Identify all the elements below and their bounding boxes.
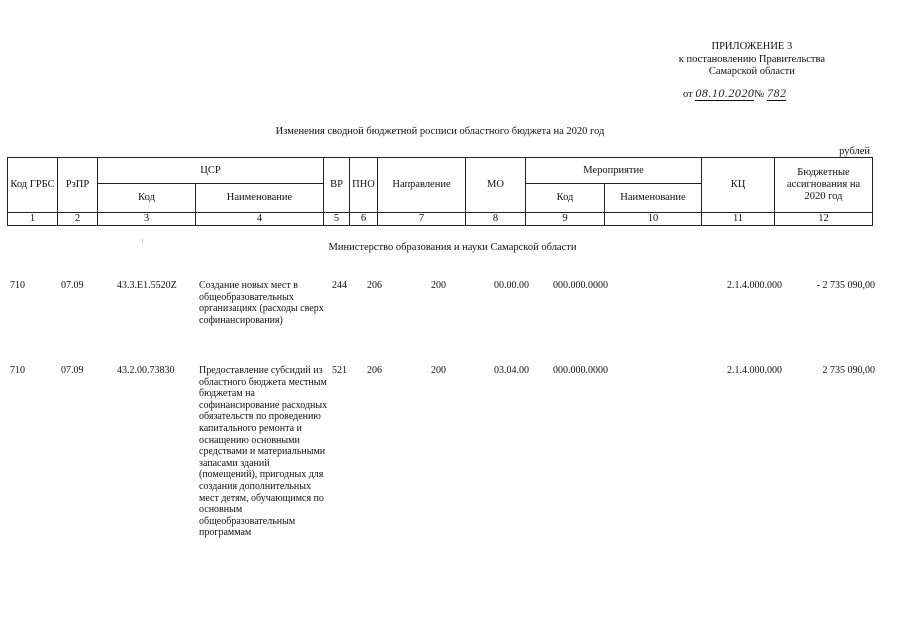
section-title: Министерство образования и науки Самарской области: [328, 242, 577, 253]
cell-mer-kod: 000.000.0000: [553, 365, 608, 376]
col-meropriyatie: Мероприятие: [526, 158, 702, 184]
col-budget: Бюджетные ассигнования на 2020 год: [775, 158, 873, 213]
cell-vr: 244: [332, 280, 347, 291]
cell-grbs: 710: [10, 280, 25, 291]
header-table: [7, 157, 873, 226]
col-number: 3: [98, 213, 196, 226]
cell-amount: - 2 735 090,00: [816, 280, 875, 291]
appendix-date-line: [683, 86, 786, 101]
appendix-header: [679, 41, 825, 79]
col-number: 12: [775, 213, 873, 226]
col-number: 11: [702, 213, 775, 226]
cell-kc: 2.1.4.000.000: [727, 365, 782, 376]
cell-napravlenie: 200: [431, 365, 446, 376]
col-rzpr: РзПР: [58, 158, 98, 213]
number-handwritten: 782: [766, 86, 787, 100]
date-prefix: от: [683, 89, 693, 100]
col-number: 5: [324, 213, 350, 226]
col-mer-name: Наименование: [605, 184, 702, 213]
cell-rzpr: 07.09: [61, 365, 84, 376]
col-napravlenie: Направление: [378, 158, 466, 213]
number-prefix: №: [754, 89, 765, 100]
cell-csr: 43.2.00.73830: [117, 365, 175, 376]
col-kc: КЦ: [702, 158, 775, 213]
cell-vr: 521: [332, 365, 347, 376]
appendix-title: ПРИЛОЖЕНИЕ 3: [711, 41, 793, 52]
cell-napravlenie: 200: [431, 280, 446, 291]
col-number: 4: [196, 213, 324, 226]
col-number: 10: [605, 213, 702, 226]
cell-grbs: 710: [10, 365, 25, 376]
col-vr: ВР: [324, 158, 350, 213]
col-pno: ПНО: [350, 158, 378, 213]
col-mo: МО: [466, 158, 526, 213]
col-number: 8: [466, 213, 526, 226]
cell-name: Предоставление субсидий из областного бюджета местным бюджетам на софинансирование расходных обязательств по проведению капитального ремонта и оснащению основными средствами и материальными запасами зданий (помещений), пригодных для создания дополнительных мест детям, обучающимся по основным общеобразовательным программам: [199, 365, 328, 539]
col-number: 7: [378, 213, 466, 226]
col-csr: ЦСР: [98, 158, 324, 184]
appendix-region: Самарской области: [708, 66, 795, 77]
date-handwritten: 08.10.2020: [695, 86, 755, 100]
col-csr-kod: Код: [98, 184, 196, 213]
col-number: 2: [58, 213, 98, 226]
col-number: 9: [526, 213, 605, 226]
cell-amount: 2 735 090,00: [822, 365, 875, 376]
cell-name: Создание новых мест в общеобразовательных организациях (расходы сверх софинансирования): [199, 280, 324, 326]
cell-csr: 43.3.E1.5520Z: [117, 280, 177, 291]
cell-rzpr: 07.09: [61, 280, 84, 291]
cell-mer-kod: 000.000.0000: [553, 280, 608, 291]
unit-label: рублей: [839, 146, 870, 157]
col-kod-grbs: Код ГРБС: [8, 158, 58, 213]
scan-mark: `: [138, 237, 145, 249]
col-csr-name: Наименование: [196, 184, 324, 213]
col-mer-kod: Код: [526, 184, 605, 213]
cell-mo: 00.00.00: [494, 280, 529, 291]
appendix-decree: к постановлению Правительства: [678, 53, 825, 65]
document-title: Изменения сводной бюджетной росписи областного бюджета на 2020 год: [275, 126, 605, 137]
cell-pno: 206: [367, 280, 382, 291]
cell-pno: 206: [367, 365, 382, 376]
cell-mo: 03.04.00: [494, 365, 529, 376]
cell-kc: 2.1.4.000.000: [727, 280, 782, 291]
col-number: 1: [8, 213, 58, 226]
col-number: 6: [350, 213, 378, 226]
